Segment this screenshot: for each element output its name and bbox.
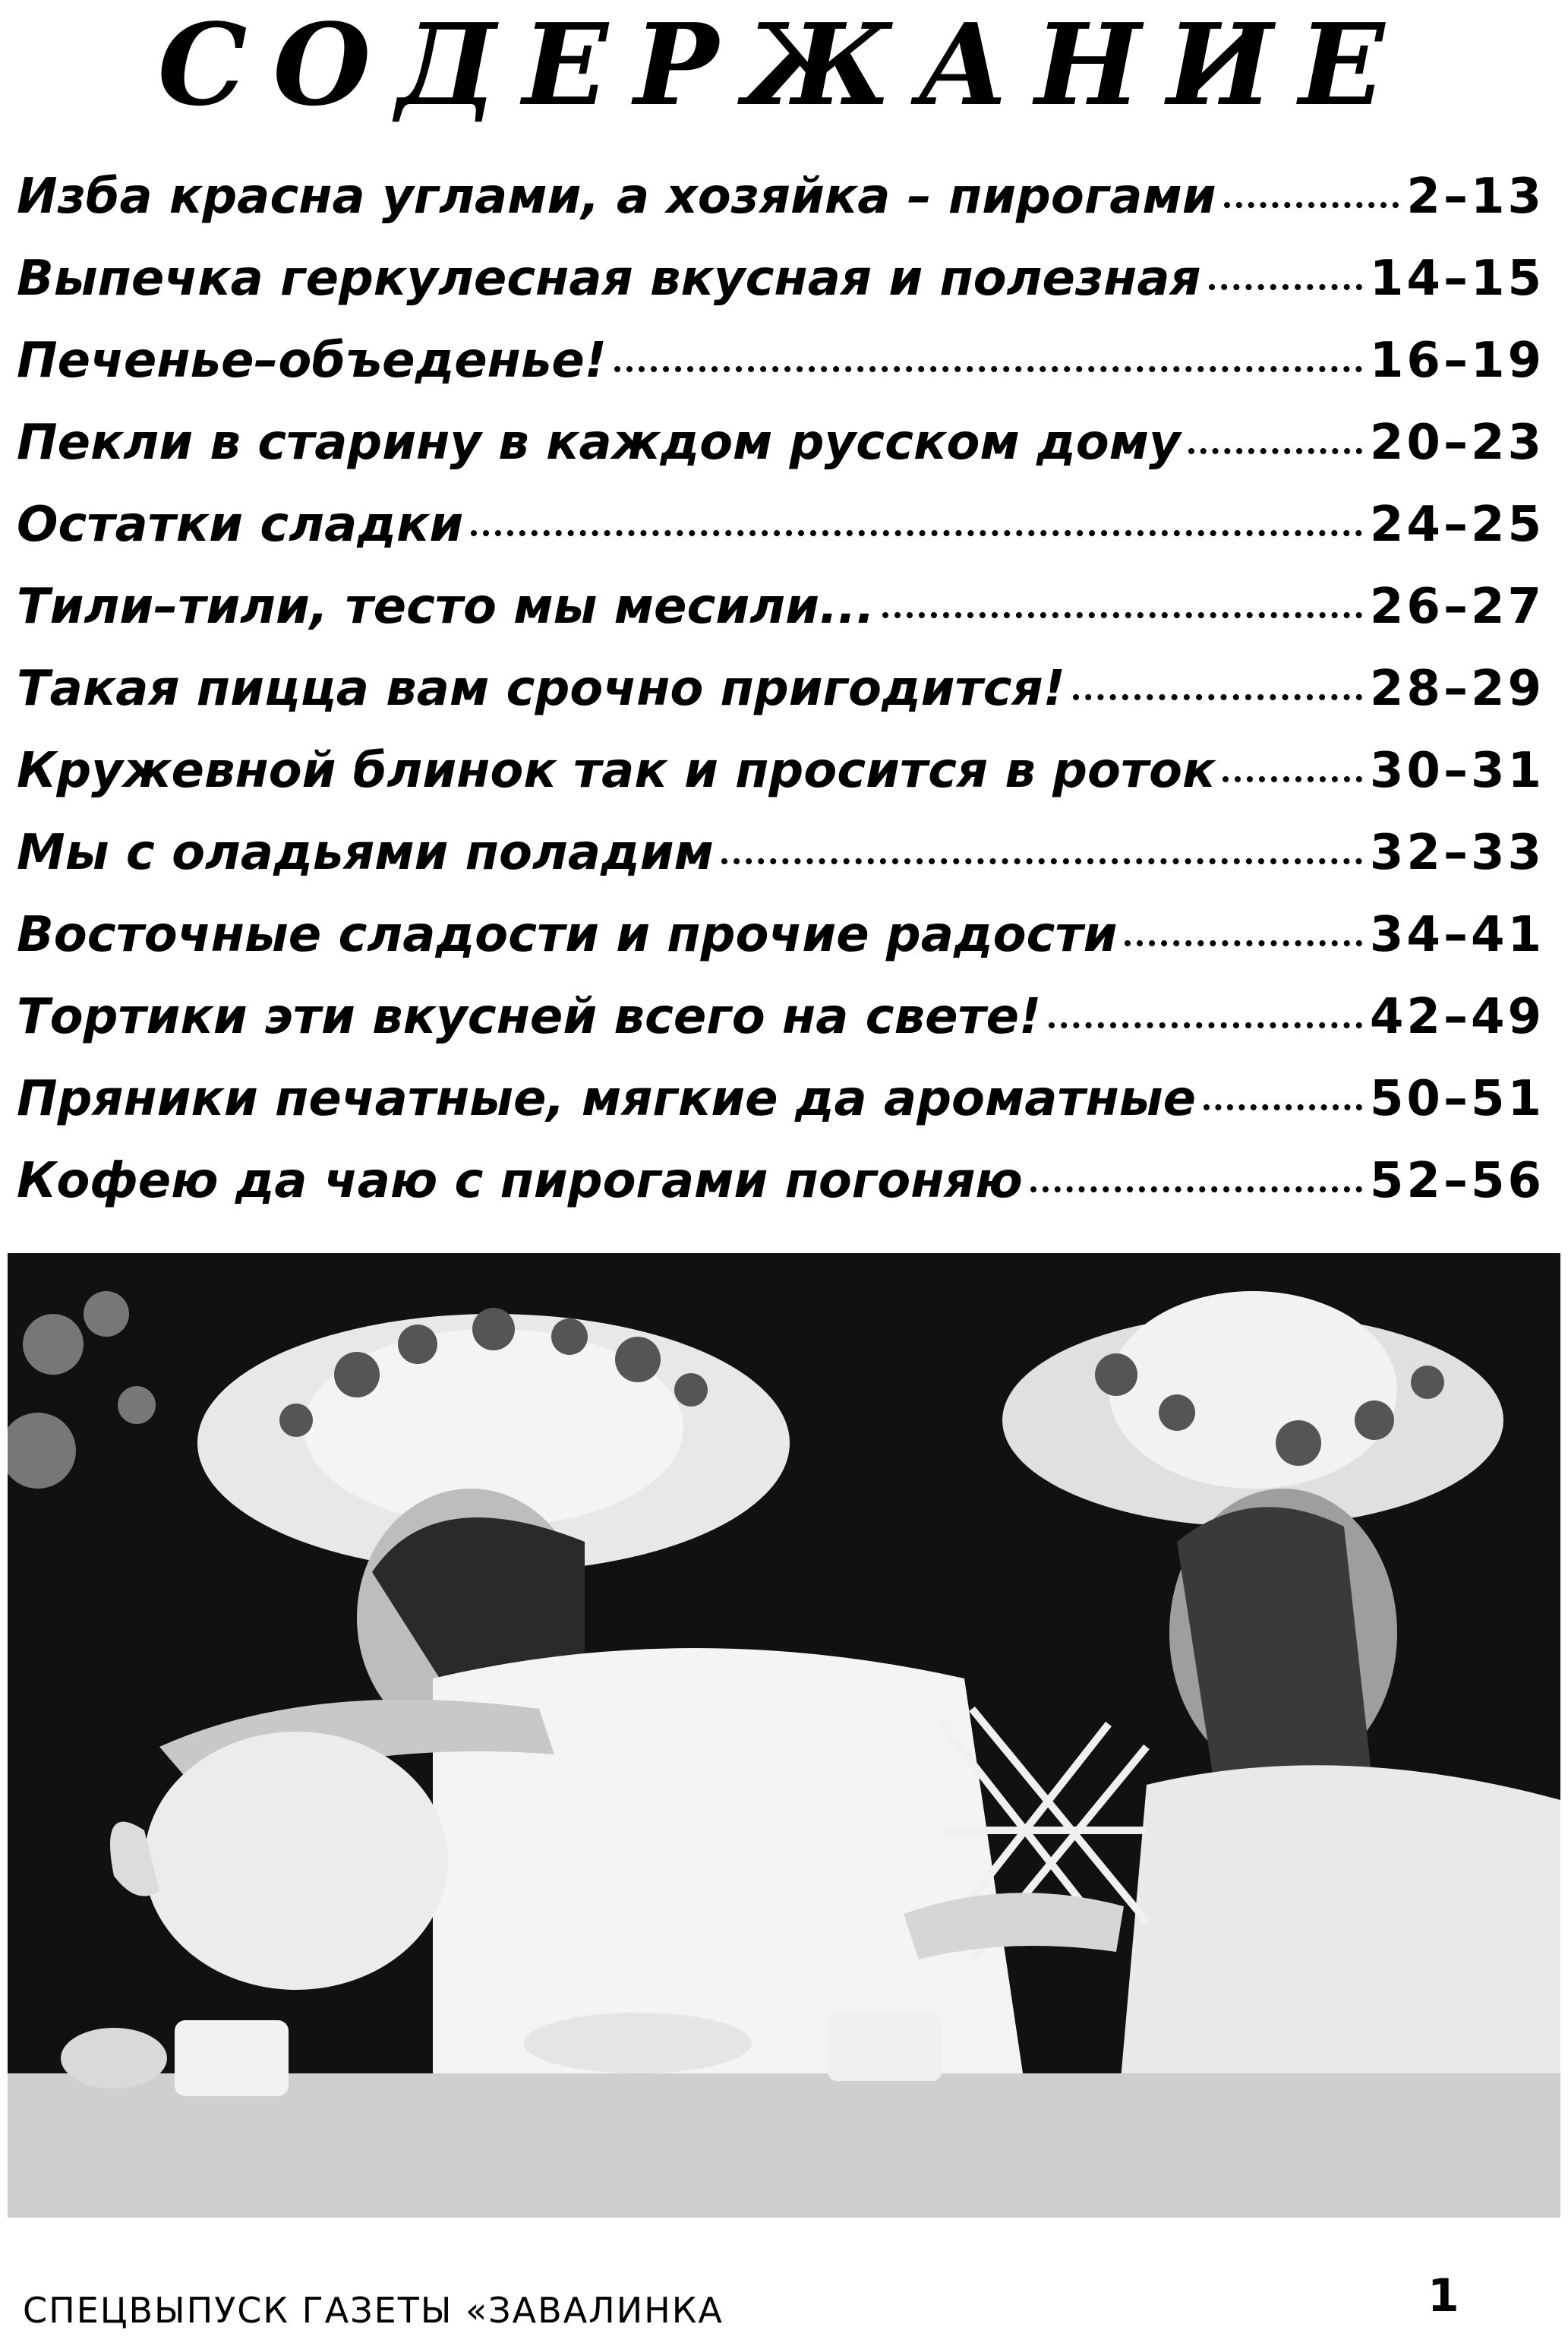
toc-item (17, 730, 1544, 812)
toc-item-title: Остатки сладки (17, 497, 464, 553)
toc-item-pages: 14–15 (1369, 251, 1544, 307)
toc-item (17, 976, 1544, 1058)
page-title: СОДЕРЖАНИЕ (157, 0, 1411, 131)
toc-item (17, 1140, 1544, 1222)
toc-item (17, 566, 1544, 648)
toc-item-title: Пряники печатные, мягкие да ароматные (17, 1071, 1197, 1127)
toc-dot-leader (1204, 1098, 1362, 1110)
toc-item (17, 238, 1544, 320)
toc-dot-leader (1125, 934, 1361, 946)
toc-dot-leader (721, 852, 1362, 864)
toc-item-title: Восточные сладости и прочие радости (17, 907, 1118, 963)
toc-item-pages: 20–23 (1369, 415, 1544, 471)
toc-item-pages: 16–19 (1369, 333, 1544, 389)
tea-party-photo (8, 1253, 1560, 2218)
toc-item-title: Тили–тили, тесто мы месили... (17, 579, 875, 635)
toc-item-pages: 32–33 (1369, 825, 1544, 881)
toc-dot-leader (1209, 278, 1362, 290)
toc-dot-leader (1030, 1180, 1362, 1192)
toc-item (17, 648, 1544, 730)
toc-item-title: Кофею да чаю с пирогами погоняю (17, 1153, 1023, 1209)
toc-item-title: Выпечка геркулесная вкусная и полезная (17, 251, 1201, 307)
table-of-contents (17, 156, 1544, 1222)
toc-item-pages: 42–49 (1369, 989, 1544, 1045)
toc-item-title: Тортики эти вкусней всего на свете! (17, 989, 1042, 1045)
toc-item (17, 894, 1544, 976)
toc-dot-leader (1224, 196, 1399, 208)
toc-item-pages: 52–56 (1369, 1153, 1544, 1209)
toc-item-pages: 2–13 (1406, 169, 1544, 225)
toc-item (17, 320, 1544, 402)
toc-item-pages: 26–27 (1369, 579, 1544, 635)
toc-dot-leader (614, 360, 1362, 372)
toc-item-pages: 34–41 (1369, 907, 1544, 963)
toc-item-pages: 28–29 (1369, 661, 1544, 717)
toc-item-title: Мы с оладьями поладим (17, 825, 714, 881)
toc-item (17, 156, 1544, 238)
toc-item-pages: 30–31 (1369, 743, 1544, 799)
toc-item-title: Кружевной блинок так и просится в роток (17, 743, 1216, 799)
toc-dot-leader (1049, 1016, 1362, 1028)
toc-dot-leader (471, 524, 1362, 536)
toc-dot-leader (1223, 770, 1361, 782)
toc-item-title: Печенье–объеденье! (17, 333, 607, 389)
toc-item (17, 812, 1544, 894)
toc-item-title: Пекли в старину в каждом русском дому (17, 415, 1181, 471)
toc-item-title: Изба красна углами, а хозяйка – пирогами (17, 169, 1216, 225)
toc-dot-leader (1188, 442, 1362, 454)
toc-item (17, 1058, 1544, 1140)
toc-dot-leader (882, 606, 1362, 618)
toc-dot-leader (1073, 688, 1362, 700)
toc-item (17, 484, 1544, 566)
toc-item (17, 402, 1544, 484)
footer-publication: СПЕЦВЫПУСК ГАЗЕТЫ «ЗАВАЛИНКА (23, 2290, 724, 2331)
toc-item-pages: 50–51 (1369, 1071, 1544, 1127)
page-number: 1 (1428, 2269, 1459, 2322)
toc-item-title: Такая пицца вам срочно пригодится! (17, 661, 1065, 717)
toc-item-pages: 24–25 (1369, 497, 1544, 553)
